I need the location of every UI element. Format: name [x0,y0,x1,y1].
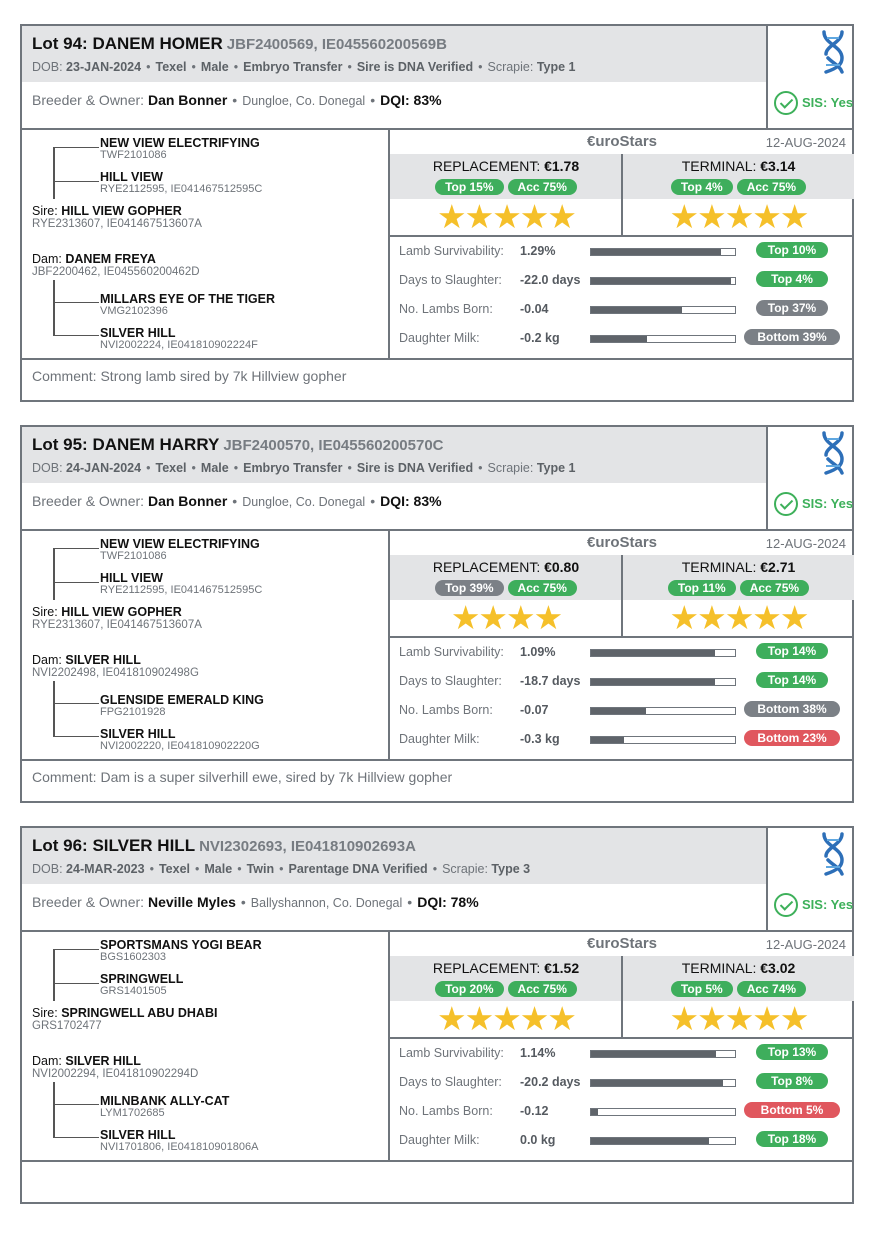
trait-value: -0.12 [520,1104,549,1118]
trait-row [390,237,854,265]
trait-bar-fill [591,1138,709,1144]
trait-bar-fill [591,336,647,342]
terminal-top-badge: Top 4% [671,179,733,195]
dob: 23-JAN-2024 [66,60,142,74]
trait-bar-fill [591,1080,723,1086]
trait-bar-fill [591,679,715,685]
location: Dungloe, Co. Donegal [242,495,366,509]
divider [621,956,623,1037]
terminal-value: €3.14 [760,158,796,174]
breed: Texel [155,60,187,74]
trait-bar-fill [591,278,731,284]
trait-name: Lamb Survivability: [399,645,504,659]
dam-sire-id: LYM1702685 [100,1107,165,1119]
divider [22,358,854,360]
trait-name: Daughter Milk: [399,1133,480,1147]
owner-line: Breeder & Owner: Neville Myles • Ballyshannon, Co. Donegal • DQI: 78% [32,894,479,910]
sex: Male [204,862,233,876]
trait-row [390,1039,854,1067]
terminal-acc-badge: Acc 75% [737,179,806,195]
dam-sire-name: GLENSIDE EMERALD KING [100,693,264,707]
trait-bar-fill [591,650,715,656]
dqi: DQI: 83% [380,493,442,509]
trait-value: -0.04 [520,302,549,316]
trait-name: Days to Slaughter: [399,674,502,688]
lot-meta: DOB: 24-JAN-2024 • Texel • Male • Embryo Transfer • Sire is DNA Verified • Scrapie: Type 1 [32,461,576,475]
star-icon: ★ [697,1000,725,1037]
location: Ballyshannon, Co. Donegal [250,896,403,910]
star-icon: ★ [533,599,562,636]
star-icon: ★ [478,599,506,636]
sis-label: SIS: Yes [802,897,854,912]
dam-dam-id: NVI2002224, IE041810902224F [100,339,258,351]
replacement-star-rating [390,600,622,636]
dam-dam-name: SILVER HILL [100,727,176,741]
check-circle-icon [774,893,798,917]
trait-name: Days to Slaughter: [399,273,502,287]
star-icon: ★ [669,198,698,235]
trait-bar [590,707,736,715]
terminal-star-rating [623,199,854,235]
lot-header [22,828,766,884]
trait-name: No. Lambs Born: [399,703,493,717]
trait-value: -0.3 kg [520,732,560,746]
birth-type: Embryo Transfer [243,461,343,475]
trait-bar-fill [591,307,682,313]
divider [22,759,854,761]
sex: Male [200,461,229,475]
dam-dam-name: SILVER HILL [100,1128,176,1142]
scrapie: Type 3 [491,862,531,876]
eurostars-title: €uroStars [586,935,658,952]
star-icon: ★ [779,198,808,235]
star-icon: ★ [724,599,753,636]
scrapie: Type 1 [536,60,576,74]
trait-row [390,638,854,666]
lot-card [20,24,854,402]
star-icon: ★ [437,198,465,235]
location: Dungloe, Co. Donegal [242,94,366,108]
trait-row [390,696,854,724]
dqi: DQI: 83% [380,92,442,108]
star-icon: ★ [464,198,493,235]
sire-sire-name: SPORTSMANS YOGI BEAR [100,938,262,952]
trait-value: 1.29% [520,244,556,258]
dna-status: Sire is DNA Verified [356,60,474,74]
star-icon: ★ [779,599,808,636]
trait-row [390,667,854,695]
lot-meta: DOB: 23-JAN-2024 • Texel • Male • Embryo Transfer • Sire is DNA Verified • Scrapie: Type 1 [32,60,576,74]
sire-name: Sire: SPRINGWELL ABU DHABI [32,1006,218,1020]
star-icon: ★ [752,1000,780,1037]
trait-bar-fill [591,1051,716,1057]
check-circle-icon [774,492,798,516]
replacement-value: €0.80 [544,559,580,575]
trait-name: Days to Slaughter: [399,1075,502,1089]
terminal-value: €3.02 [760,960,796,976]
breed: Texel [155,461,187,475]
terminal-acc-badge: Acc 74% [737,981,806,997]
eurostars-title: €uroStars [586,133,658,150]
breed: Texel [158,862,190,876]
divider [621,555,623,636]
sire-sire-id: BGS1602303 [100,951,167,963]
trait-name: No. Lambs Born: [399,302,493,316]
star-icon: ★ [779,1000,808,1037]
eurostars-title: €uroStars [586,534,658,551]
trait-rank-badge: Top 8% [756,1073,828,1089]
trait-bar [590,649,736,657]
sis-label: SIS: Yes [802,496,854,511]
trait-value: -22.0 days [520,273,581,287]
trait-bar [590,1108,736,1116]
trait-value: -20.2 days [520,1075,581,1089]
owner-name: Dan Bonner [147,493,228,509]
dam-id: JBF2200462, IE045560200462D [32,266,200,278]
sire-id: RYE2313607, IE041467513607A [32,218,202,230]
trait-rank-badge: Bottom 23% [744,730,840,746]
owner-name: Dan Bonner [147,92,228,108]
trait-bar [590,277,736,285]
replacement-index: REPLACEMENT: €1.78 Top 15% Acc 75% [390,154,622,199]
trait-rank-badge: Top 37% [756,300,828,316]
lot-meta: DOB: 24-MAR-2023 • Texel • Male • Twin • Parentage DNA Verified • Scrapie: Type 3 [32,862,531,876]
trait-name: Lamb Survivability: [399,244,504,258]
dna-icon [818,431,848,475]
dam-sire-id: VMG2102396 [100,305,168,317]
divider [621,154,623,235]
trait-row [390,324,854,352]
star-icon: ★ [519,1000,548,1037]
sis-badge [772,891,854,921]
star-icon: ★ [519,198,548,235]
sire-dam-id: RYE2112595, IE041467512595C [100,183,263,195]
trait-bar-fill [591,737,624,743]
dam-sire-name: MILNBANK ALLY-CAT [100,1094,230,1108]
star-icon: ★ [697,198,725,235]
terminal-top-badge: Top 11% [668,580,736,596]
star-icon: ★ [506,599,534,636]
trait-value: -0.2 kg [520,331,560,345]
terminal-index: TERMINAL: €3.14 Top 4% Acc 75% [623,154,854,199]
dam-id: NVI2202498, IE041810902498G [32,667,199,679]
dna-icon [818,832,848,876]
trait-bar [590,248,736,256]
scrapie: Type 1 [536,461,576,475]
dob: 24-MAR-2023 [66,862,145,876]
sis-label: SIS: Yes [802,95,854,110]
dam-name: Dam: SILVER HILL [32,1054,141,1068]
sis-badge [772,89,854,119]
trait-value: -18.7 days [520,674,581,688]
dam-sire-name: MILLARS EYE OF THE TIGER [100,292,276,306]
replacement-acc-badge: Acc 75% [508,580,577,596]
trait-row [390,1126,854,1154]
owner-line: Breeder & Owner: Dan Bonner • Dungloe, Co. Donegal • DQI: 83% [32,493,442,509]
trait-bar [590,1137,736,1145]
sex: Male [200,60,229,74]
dna-status: Sire is DNA Verified [356,461,474,475]
terminal-top-badge: Top 5% [671,981,733,997]
pedigree [22,130,388,358]
replacement-star-rating [390,1001,622,1037]
sire-sire-id: TWF2101086 [100,149,167,161]
star-icon: ★ [697,599,725,636]
sire-id: GRS1702477 [32,1020,102,1032]
trait-value: 0.0 kg [520,1133,556,1147]
lot-header [22,26,766,82]
star-icon: ★ [437,1000,465,1037]
trait-row [390,1097,854,1125]
star-icon: ★ [752,198,780,235]
star-icon: ★ [752,599,780,636]
terminal-acc-badge: Acc 75% [740,580,809,596]
pedigree [22,531,388,759]
birth-type: Twin [246,862,275,876]
star-icon: ★ [547,1000,575,1037]
dna-icon [818,30,848,74]
trait-rank-badge: Top 18% [756,1131,828,1147]
trait-rank-badge: Bottom 39% [744,329,840,345]
lot-ids: JBF2400570, IE045560200570C [223,437,444,454]
terminal-index: TERMINAL: €2.71 Top 11% Acc 75% [623,555,854,600]
comment: Comment: Dam is a super silverhill ewe, sired by 7k Hillview gopher [32,769,453,785]
trait-name: Daughter Milk: [399,331,480,345]
sire-dam-id: GRS1401505 [100,985,167,997]
sis-badge [772,490,854,520]
eurostars-header [390,932,854,956]
sire-name: Sire: HILL VIEW GOPHER [32,204,182,218]
replacement-top-badge: Top 20% [435,981,503,997]
owner-line: Breeder & Owner: Dan Bonner • Dungloe, Co. Donegal • DQI: 83% [32,92,442,108]
lot-ids: NVI2302693, IE041810902693A [199,838,416,855]
lot-header [22,427,766,483]
replacement-star-rating [390,199,622,235]
trait-value: -0.07 [520,703,549,717]
trait-name: No. Lambs Born: [399,1104,493,1118]
star-icon: ★ [724,198,753,235]
star-icon: ★ [724,1000,753,1037]
check-circle-icon [774,91,798,115]
sire-dam-name: HILL VIEW [100,170,163,184]
replacement-value: €1.78 [544,158,580,174]
terminal-star-rating [623,1001,854,1037]
trait-row [390,725,854,753]
divider [22,1160,854,1162]
sire-sire-name: NEW VIEW ELECTRIFYING [100,537,260,551]
star-icon: ★ [492,1000,520,1037]
sire-dam-id: RYE2112595, IE041467512595C [100,584,263,596]
dam-dam-name: SILVER HILL [100,326,176,340]
trait-row [390,266,854,294]
trait-rank-badge: Top 10% [756,242,828,258]
eurostars-date: 12-AUG-2024 [765,135,846,150]
star-icon: ★ [669,1000,698,1037]
trait-bar [590,678,736,686]
divider [766,26,768,128]
replacement-top-badge: Top 15% [435,179,503,195]
terminal-star-rating [623,600,854,636]
lot-title: Lot 95: DANEM HARRY JBF2400570, IE045560200570C [32,435,444,454]
trait-value: 1.09% [520,645,556,659]
comment: Comment: Strong lamb sired by 7k Hillview gopher [32,368,347,384]
replacement-index: REPLACEMENT: €0.80 Top 39% Acc 75% [390,555,622,600]
replacement-value: €1.52 [544,960,580,976]
trait-bar [590,1050,736,1058]
eurostars-header [390,531,854,555]
sire-sire-id: TWF2101086 [100,550,167,562]
trait-rank-badge: Top 13% [756,1044,828,1060]
eurostars-date: 12-AUG-2024 [765,937,846,952]
sire-name: Sire: HILL VIEW GOPHER [32,605,182,619]
trait-row [390,295,854,323]
trait-bar-fill [591,1109,598,1115]
sire-sire-name: NEW VIEW ELECTRIFYING [100,136,260,150]
divider [766,828,768,930]
sire-dam-name: HILL VIEW [100,571,163,585]
lot-title: Lot 96: SILVER HILL NVI2302693, IE041810902693A [32,836,416,855]
sire-dam-name: SPRINGWELL [100,972,184,986]
replacement-index: REPLACEMENT: €1.52 Top 20% Acc 75% [390,956,622,1001]
trait-bar [590,306,736,314]
star-icon: ★ [492,198,520,235]
star-icon: ★ [450,599,479,636]
dam-name: Dam: DANEM FREYA [32,252,156,266]
dam-dam-id: NVI1701806, IE041810901806A [100,1141,259,1153]
terminal-index: TERMINAL: €3.02 Top 5% Acc 74% [623,956,854,1001]
dam-sire-id: FPG2101928 [100,706,166,718]
dqi: DQI: 78% [417,894,479,910]
pedigree [22,932,388,1160]
replacement-acc-badge: Acc 75% [508,179,577,195]
lot-card [20,425,854,803]
replacement-top-badge: Top 39% [435,580,503,596]
dob: 24-JAN-2024 [66,461,142,475]
trait-bar [590,736,736,744]
dna-status: Parentage DNA Verified [288,862,428,876]
trait-rank-badge: Top 14% [756,643,828,659]
trait-value: 1.14% [520,1046,556,1060]
eurostars-header [390,130,854,154]
owner-name: Neville Myles [147,894,236,910]
trait-bar [590,1079,736,1087]
lot-title: Lot 94: DANEM HOMER JBF2400569, IE045560200569B [32,34,447,53]
star-icon: ★ [547,198,575,235]
lot-ids: JBF2400569, IE045560200569B [226,36,447,53]
trait-rank-badge: Top 4% [756,271,828,287]
terminal-value: €2.71 [760,559,796,575]
star-icon: ★ [464,1000,493,1037]
trait-name: Lamb Survivability: [399,1046,504,1060]
divider [766,427,768,529]
star-icon: ★ [669,599,698,636]
trait-row [390,1068,854,1096]
trait-rank-badge: Bottom 5% [744,1102,840,1118]
dam-name: Dam: SILVER HILL [32,653,141,667]
dam-id: NVI2002294, IE041810902294D [32,1068,199,1080]
eurostars-date: 12-AUG-2024 [765,536,846,551]
trait-name: Daughter Milk: [399,732,480,746]
sire-id: RYE2313607, IE041467513607A [32,619,202,631]
trait-bar-fill [591,249,721,255]
trait-rank-badge: Bottom 38% [744,701,840,717]
trait-bar [590,335,736,343]
birth-type: Embryo Transfer [243,60,343,74]
dam-dam-id: NVI2002220, IE041810902220G [100,740,260,752]
trait-bar-fill [591,708,646,714]
lot-card [20,826,854,1204]
trait-rank-badge: Top 14% [756,672,828,688]
replacement-acc-badge: Acc 75% [508,981,577,997]
